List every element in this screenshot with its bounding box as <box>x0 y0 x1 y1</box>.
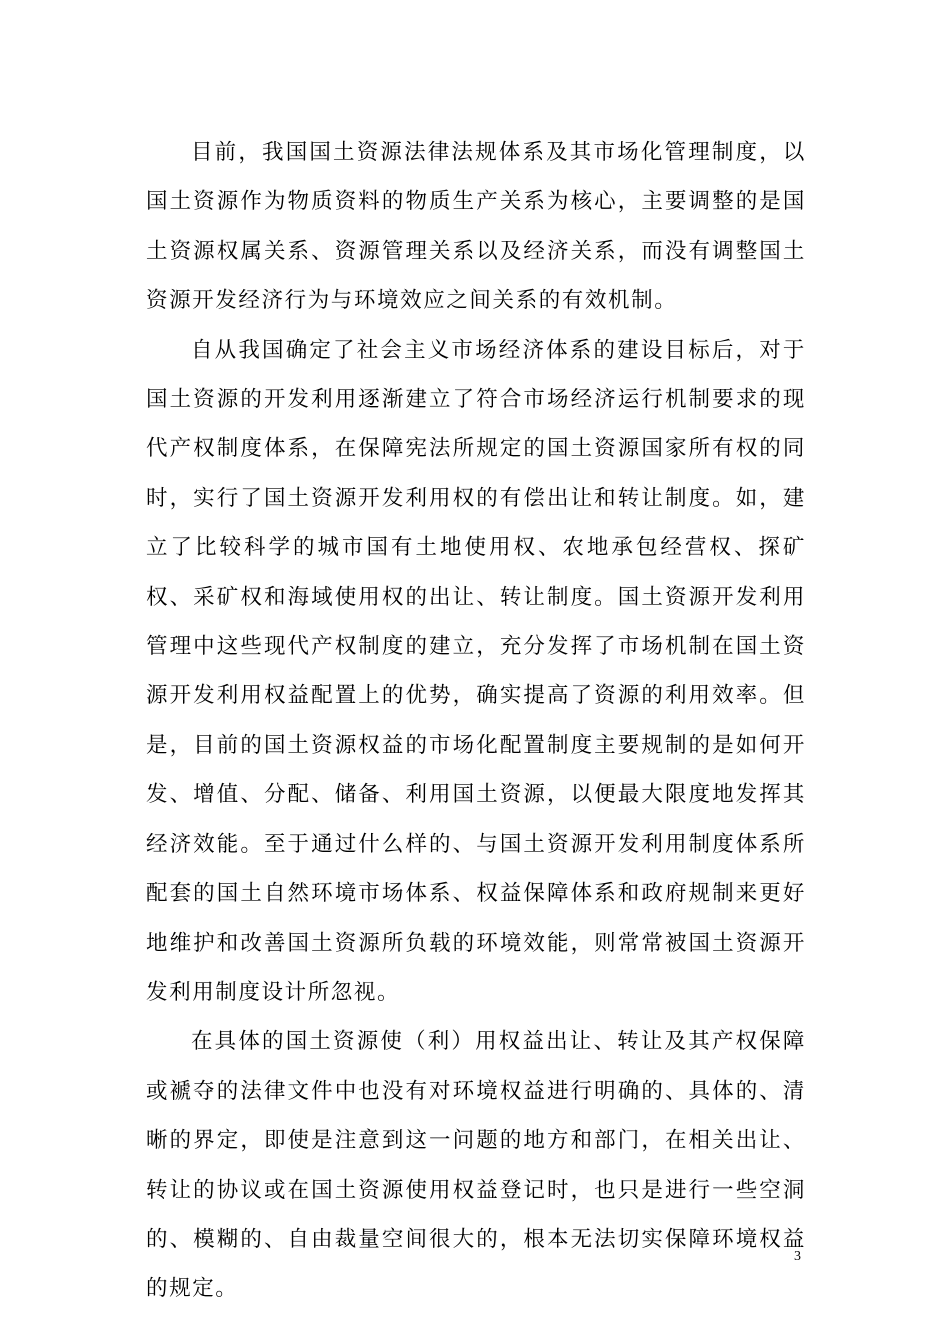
paragraph-2: 自从我国确定了社会主义市场经济体系的建设目标后，对于国土资源的开发利用逐渐建立了符合市场经济运行机制要求的现代产权制度体系，在保障宪法所规定的国土资源国家所有权的同时，实行了国土资源开发利用权的有偿出让和转让制度。如，建立了比较科学的城市国有土地使用权、农地承包经营权、探矿权、采矿权和海域使用权的出让、转让制度。国土资源开发利用管理中这些现代产权制度的建立，充分发挥了市场机制在国土资源开发利用权益配置上的优势，确实提高了资源的利用效率。但是，目前的国土资源权益的市场化配置制度主要规制的是如何开发、增值、分配、储备、利用国土资源，以便最大限度地发挥其经济效能。至于通过什么样的、与国土资源开发利用制度体系所配套的国土自然环境市场体系、权益保障体系和政府规制来更好地维护和改善国土资源所负载的环境效能，则常常被国土资源开发利用制度设计所忽视。 <box>146 337 806 1005</box>
paragraph-3: 在具体的国土资源使（利）用权益出让、转让及其产权保障或褫夺的法律文件中也没有对环境权益进行明确的、具体的、清晰的界定，即使是注意到这一问题的地方和部门，在相关出让、转让的协议或在国土资源使用权益登记时，也只是进行一些空洞的、模糊的、自由裁量空间很大的，根本无法切实保障环境权益的规定。 <box>146 1029 806 1302</box>
body-text <box>146 128 806 1314</box>
page-number: 3 <box>794 1249 801 1264</box>
paragraph-1: 目前，我国国土资源法律法规体系及其市场化管理制度，以国土资源作为物质资料的物质生产关系为核心，主要调整的是国土资源权属关系、资源管理关系以及经济关系，而没有调整国土资源开发经济行为与环境效应之间关系的有效机制。 <box>146 140 806 314</box>
